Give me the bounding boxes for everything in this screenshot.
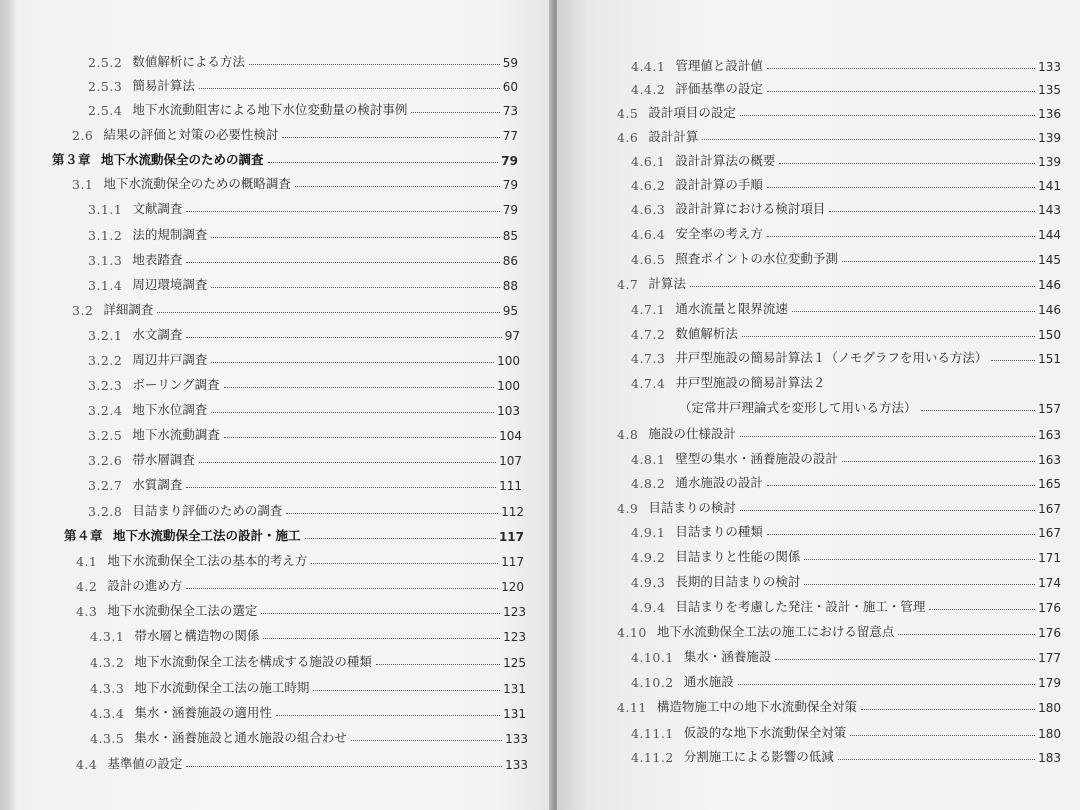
toc-leader-dots <box>838 759 1035 760</box>
toc-entry-title: 地下水位調査 <box>132 402 208 417</box>
toc-entry-number: 3.2.7 <box>88 478 123 493</box>
toc-leader-dots <box>742 336 1035 337</box>
toc-entry-number: 3.2.4 <box>88 403 123 418</box>
toc-entry <box>617 494 1061 516</box>
toc-entry <box>631 743 1061 765</box>
toc-entry <box>90 724 528 746</box>
toc-entry-title: 設計計算法の概要 <box>675 153 776 168</box>
toc-entry-page: 141 <box>1038 179 1061 193</box>
toc-entry-number: 4.6.4 <box>631 227 666 242</box>
toc-entry-number: 3.1.1 <box>88 202 123 217</box>
toc-leader-dots <box>376 664 500 665</box>
toc-entry <box>76 750 528 772</box>
toc-entry <box>88 96 518 118</box>
toc-leader-dots <box>224 387 495 388</box>
toc-entry <box>631 445 1061 467</box>
toc-entry-number: 4.3 <box>76 604 98 619</box>
toc-entry-number: 4.7.4 <box>631 376 666 391</box>
toc-entry-title: 集水・涵養施設 <box>683 649 772 664</box>
toc-entry-page: 180 <box>1038 727 1061 741</box>
toc-entry-number: 3.2.8 <box>88 504 123 519</box>
toc-entry <box>90 699 526 721</box>
toc-entry-title: 地下水流動保全工法の施工における留意点 <box>656 624 895 639</box>
toc-leader-dots <box>702 139 1035 140</box>
toc-entry <box>617 99 1061 121</box>
toc-entry-title: 地下水流動保全のための調査 <box>101 152 264 167</box>
toc-leader-dots <box>767 236 1035 237</box>
toc-entry-page: 97 <box>504 329 520 343</box>
toc-entry-title: 地下水流動保全のための概略調査 <box>103 176 291 191</box>
toc-leader-dots <box>991 360 1035 361</box>
toc-entry <box>88 446 522 468</box>
toc-leader-dots <box>898 634 1035 635</box>
toc-entry-number: 4.6.3 <box>631 202 666 217</box>
toc-entry-title: 地下水流動調査 <box>132 427 220 442</box>
toc-leader-dots <box>411 112 499 113</box>
toc-entry <box>90 674 526 696</box>
toc-leader-dots <box>276 715 500 716</box>
toc-leader-dots <box>157 312 499 313</box>
toc-entry-number: 2.5.4 <box>88 103 123 118</box>
toc-entry-title: 設計計算の手順 <box>675 177 763 192</box>
toc-entry-page: 139 <box>1038 131 1061 145</box>
toc-entry-number: 4.9.2 <box>631 550 666 565</box>
toc-entry-page: 85 <box>502 229 518 243</box>
toc-entry <box>617 693 1061 715</box>
toc-entry-number: 4.10.1 <box>631 650 674 665</box>
toc-entry-title: 設計項目の設定 <box>648 105 736 120</box>
toc-entry-page: 163 <box>1038 428 1061 442</box>
toc-entry-page: 176 <box>1038 626 1061 640</box>
toc-entry-title: 目詰まりの検討 <box>648 500 736 515</box>
toc-entry-page: 139 <box>1038 155 1061 169</box>
toc-entry-number: 4.9 <box>617 501 639 516</box>
toc-entry-title: 周辺環境調査 <box>132 277 208 292</box>
toc-entry <box>88 497 524 519</box>
toc-entry-title: 地下水流動保全工法の設計・施工 <box>113 528 301 543</box>
toc-entry <box>88 221 518 243</box>
toc-entry-number: 4.3.1 <box>90 629 125 644</box>
toc-leader-dots <box>224 437 496 438</box>
toc-entry <box>631 52 1061 74</box>
toc-entry-page: 150 <box>1038 328 1061 342</box>
toc-leader-dots <box>767 485 1035 486</box>
toc-entry-page: 100 <box>497 354 520 368</box>
toc-entry-page: 146 <box>1038 303 1061 317</box>
toc-entry-title: 文献調査 <box>132 201 183 216</box>
toc-entry <box>88 321 520 343</box>
toc-entry-page: 103 <box>497 404 520 418</box>
toc-entry <box>88 195 518 217</box>
toc-entry-title: 地下水流動阻害による地下水位変動量の検討事例 <box>132 102 408 117</box>
toc-entry-number: 4.3.2 <box>90 655 125 670</box>
toc-chapter-entry <box>64 522 524 544</box>
toc-leader-dots <box>829 211 1035 212</box>
toc-leader-dots <box>186 262 499 263</box>
toc-entry-page: 111 <box>499 479 522 493</box>
toc-entry-number: 4.8.1 <box>631 452 666 467</box>
toc-leader-dots <box>351 740 502 741</box>
toc-entry-title: 構造物施工中の地下水流動保全対策 <box>656 699 857 714</box>
toc-entry <box>631 518 1061 540</box>
toc-entry-page: 104 <box>499 429 522 443</box>
toc-leader-dots <box>249 64 500 65</box>
toc-entry-title: 井戸型施設の簡易計算法１（ノモグラフを用いる方法） <box>675 350 988 365</box>
toc-entry-title: 管理値と設計値 <box>675 58 763 73</box>
toc-entry <box>631 320 1061 342</box>
toc-entry-page: 179 <box>1038 676 1061 690</box>
toc-entry-number: 3.2.3 <box>88 378 123 393</box>
toc-entry-number: 3.2 <box>72 303 94 318</box>
toc-entry-number: 4.8.2 <box>631 476 666 491</box>
toc-entry-page: 167 <box>1038 502 1061 516</box>
toc-entry-number: 4.6.2 <box>631 178 666 193</box>
toc-entry-title: 集水・涵養施設の適用性 <box>134 705 272 720</box>
toc-entry-title: 分割施工による影響の低減 <box>683 749 834 764</box>
toc-entry-number: 4.7.3 <box>631 351 666 366</box>
toc-entry-number: 4.4 <box>76 757 98 772</box>
toc-entry-number: 2.6 <box>72 128 94 143</box>
toc-entry-title: 通水施設の設計 <box>675 475 763 490</box>
toc-entry-page: 120 <box>501 580 524 594</box>
toc-entry <box>617 618 1061 640</box>
toc-entry <box>90 648 526 670</box>
toc-entry-page: 174 <box>1038 576 1061 590</box>
toc-leader-dots <box>740 115 1035 116</box>
toc-leader-dots <box>690 286 1035 287</box>
toc-entry-page: 171 <box>1038 551 1061 565</box>
toc-leader-dots <box>286 513 498 514</box>
toc-entry-number: 4.8 <box>617 427 639 442</box>
toc-entry-number: 4.9.1 <box>631 525 666 540</box>
toc-entry-title: 簡易計算法 <box>132 78 195 93</box>
toc-leader-dots <box>767 534 1035 535</box>
toc-entry-title: 地下水流動保全工法の施工時期 <box>134 680 310 695</box>
toc-entry-title: 設計計算 <box>648 129 699 144</box>
toc-leader-dots <box>740 510 1035 511</box>
toc-entry <box>617 123 1061 145</box>
toc-entry-title: 評価基準の設定 <box>675 81 763 96</box>
toc-entry-title: 井戸型施設の簡易計算法２ <box>675 375 826 390</box>
toc-entry <box>88 396 520 418</box>
toc-entry-title: 地表踏査 <box>132 252 183 267</box>
toc-entry <box>631 568 1061 590</box>
toc-entry <box>631 469 1061 491</box>
toc-entry <box>76 597 526 619</box>
toc-entry-page: 167 <box>1038 526 1061 540</box>
toc-entry-title: 目詰まりと性能の関係 <box>675 549 801 564</box>
toc-entry-page: 133 <box>505 758 528 772</box>
toc-entry-number: 4.3.3 <box>90 681 125 696</box>
toc-entry-title: 通水流量と限界流速 <box>675 301 788 316</box>
toc-entry <box>631 220 1061 242</box>
toc-entry-title: 目詰まりを考慮した発注・設計・施工・管理 <box>675 599 926 614</box>
toc-entry-number: 3.2.2 <box>88 353 123 368</box>
toc-entry <box>631 543 1061 565</box>
toc-entry-page: 183 <box>1038 751 1061 765</box>
toc-entry-page: 145 <box>1038 253 1061 267</box>
toc-entry-title: 集水・涵養施設と通水施設の組合わせ <box>134 730 347 745</box>
toc-leader-dots <box>186 766 502 767</box>
toc-entry-page: 79 <box>502 203 518 217</box>
toc-entry-page: 143 <box>1038 203 1061 217</box>
toc-entry <box>76 572 524 594</box>
toc-entry-page: 77 <box>502 129 518 143</box>
toc-entry-number: 3.1 <box>72 177 94 192</box>
toc-entry-number: 4.9.3 <box>631 575 666 590</box>
toc-entry-number: 4.3.5 <box>90 731 125 746</box>
toc-entry-number: 第３章 <box>52 152 92 167</box>
toc-entry-page: 163 <box>1038 453 1061 467</box>
toc-entry <box>88 271 518 293</box>
toc-entry-number: 4.2 <box>76 579 98 594</box>
toc-leader-dots <box>311 563 498 564</box>
toc-entry-title: 長期的目詰まりの検討 <box>675 574 801 589</box>
toc-entry-number: 2.5.2 <box>88 55 123 70</box>
toc-entry-page: 144 <box>1038 228 1061 242</box>
toc-leader-dots <box>921 410 1036 411</box>
toc-leader-dots <box>850 735 1035 736</box>
toc-entry-number: 3.1.3 <box>88 253 123 268</box>
toc-entry-title: 仮設的な地下水流動保全対策 <box>683 725 847 740</box>
toc-entry <box>631 171 1061 193</box>
toc-entry-title: 水文調査 <box>132 327 183 342</box>
toc-entry-page: 133 <box>1038 60 1061 74</box>
toc-entry-title: 壁型の集水・涵養施設の設計 <box>675 451 838 466</box>
toc-entry-title: 通水施設 <box>683 674 734 689</box>
toc-leader-dots <box>263 638 500 639</box>
toc-entry <box>631 195 1061 217</box>
toc-entry-title: 帯水層と構造物の関係 <box>134 628 260 643</box>
toc-entry-title: 数値解析法 <box>675 326 738 341</box>
toc-entry <box>631 643 1061 665</box>
toc-leader-dots <box>186 337 501 338</box>
toc-entry <box>76 547 524 569</box>
toc-entry-title: 設計の進め方 <box>107 578 183 593</box>
toc-entry-number: 4.6.1 <box>631 154 666 169</box>
toc-entry-page: 95 <box>502 304 518 318</box>
toc-entry <box>88 421 522 443</box>
toc-entry-page: 112 <box>501 505 524 519</box>
toc-entry-title: 地下水流動保全工法を構成する施設の種類 <box>134 654 372 669</box>
toc-leader-dots <box>261 613 500 614</box>
toc-leader-dots <box>861 709 1035 710</box>
toc-entry-page: 86 <box>502 254 518 268</box>
toc-entry-number: 4.11.2 <box>631 750 674 765</box>
toc-entry-page: 123 <box>503 605 526 619</box>
toc-entry-page: 59 <box>502 56 518 70</box>
toc-entry-number: 4.6.5 <box>631 252 666 267</box>
toc-leader-dots <box>282 137 499 138</box>
toc-entry-number: 4.11 <box>617 700 647 715</box>
toc-leader-dots <box>804 584 1035 585</box>
toc-entry-page: 88 <box>502 279 518 293</box>
toc-entry-page: 107 <box>499 454 522 468</box>
toc-entry-number: 4.1 <box>76 554 98 569</box>
toc-entry <box>631 245 1061 267</box>
toc-leader-dots <box>792 311 1035 312</box>
toc-entry-page: 60 <box>502 80 518 94</box>
toc-leader-dots <box>738 684 1035 685</box>
toc-entry-page: 131 <box>503 682 526 696</box>
toc-leader-dots <box>199 462 496 463</box>
toc-entry-title: 設計計算における検討項目 <box>675 201 826 216</box>
toc-entry <box>631 147 1061 169</box>
toc-entry-page: 117 <box>501 555 524 569</box>
toc-entry <box>88 371 520 393</box>
toc-entry <box>88 48 518 70</box>
toc-leader-dots <box>186 211 499 212</box>
toc-entry <box>88 246 518 268</box>
toc-entry <box>72 170 518 192</box>
toc-entry-page: 177 <box>1038 651 1061 665</box>
toc-leader-dots <box>186 487 496 488</box>
right-page <box>557 0 1080 810</box>
toc-entry-number: 4.6 <box>617 130 639 145</box>
toc-entry-number: 4.11.1 <box>631 726 674 741</box>
toc-entry-page: 131 <box>503 707 526 721</box>
toc-leader-dots <box>199 88 500 89</box>
toc-entry-title: 地下水流動保全工法の選定 <box>107 603 258 618</box>
toc-entry-title: 帯水層調査 <box>132 452 195 467</box>
toc-leader-dots <box>779 163 1035 164</box>
toc-entry-page: 136 <box>1038 107 1061 121</box>
toc-entry-page: 133 <box>505 732 528 746</box>
toc-entry <box>631 593 1061 615</box>
toc-entry-number: 3.2.5 <box>88 428 123 443</box>
toc-entry-number: 第４章 <box>64 528 104 543</box>
toc-leader-dots <box>211 237 499 238</box>
toc-entry-page: 73 <box>502 104 518 118</box>
toc-leader-dots <box>211 412 494 413</box>
toc-entry-title: 基準値の設定 <box>107 756 183 771</box>
toc-leader-dots <box>767 91 1035 92</box>
toc-leader-dots <box>767 68 1035 69</box>
toc-entry-title: 計算法 <box>648 276 686 291</box>
toc-entry <box>631 344 1061 366</box>
toc-entry <box>88 471 522 493</box>
toc-leader-dots <box>313 690 500 691</box>
toc-leader-dots <box>186 588 498 589</box>
toc-leader-dots <box>767 187 1035 188</box>
toc-entry-page: 117 <box>498 530 524 544</box>
toc-leader-dots <box>211 362 494 363</box>
toc-entry <box>90 622 526 644</box>
toc-entry-page: 151 <box>1038 352 1061 366</box>
toc-entry-title: ボーリング調査 <box>132 377 220 392</box>
toc-entry-number: 4.4.1 <box>631 59 666 74</box>
toc-entry-title: 法的規制調査 <box>132 227 208 242</box>
toc-entry-number: 4.4.2 <box>631 82 666 97</box>
toc-entry-title: 周辺井戸調査 <box>132 352 208 367</box>
toc-leader-dots <box>305 538 496 539</box>
toc-entry-title: 安全率の考え方 <box>675 226 763 241</box>
toc-leader-dots <box>842 261 1035 262</box>
toc-entry-page: 135 <box>1038 83 1061 97</box>
toc-chapter-entry <box>52 146 518 168</box>
toc-entry <box>679 394 1061 416</box>
toc-leader-dots <box>268 162 499 163</box>
toc-entry-page: 125 <box>503 656 526 670</box>
toc-entry-page: 79 <box>501 154 518 168</box>
toc-entry-page: 157 <box>1038 402 1061 416</box>
toc-entry-number: 4.10 <box>617 625 647 640</box>
page-edge-shadow <box>0 0 18 810</box>
toc-entry-title: 照査ポイントの水位変動予測 <box>675 251 838 266</box>
toc-entry-title: 結果の評価と対策の必要性検討 <box>103 127 279 142</box>
toc-entry-title: 地下水流動保全工法の基本的考え方 <box>107 553 308 568</box>
toc-entry-title: 詳細調査 <box>103 302 154 317</box>
toc-entry-title: 目詰まりの種類 <box>675 524 763 539</box>
toc-leader-dots <box>804 559 1035 560</box>
toc-entry <box>617 270 1061 292</box>
toc-entry-title: 数値解析による方法 <box>132 54 245 69</box>
toc-entry-number: 3.1.2 <box>88 228 123 243</box>
toc-entry <box>72 296 518 318</box>
toc-entry-page: 79 <box>502 178 518 192</box>
toc-entry-number: 3.1.4 <box>88 278 123 293</box>
toc-entry <box>88 72 518 94</box>
toc-leader-dots <box>842 461 1035 462</box>
toc-entry-page: 146 <box>1038 278 1061 292</box>
toc-leader-dots <box>929 609 1035 610</box>
toc-entry-title: 施設の仕様設計 <box>648 426 736 441</box>
toc-entry-number: 4.10.2 <box>631 675 674 690</box>
toc-entry <box>617 420 1061 442</box>
toc-entry-title: 目詰まり評価のための調査 <box>132 503 283 518</box>
toc-entry-number: 4.5 <box>617 106 639 121</box>
toc-entry-page: 100 <box>497 379 520 393</box>
toc-entry-page: 176 <box>1038 601 1061 615</box>
toc-entry <box>631 369 1061 391</box>
toc-entry-number: 4.7.2 <box>631 327 666 342</box>
toc-entry <box>631 295 1061 317</box>
toc-entry-title: （定常井戸理論式を変形して用いる方法） <box>679 400 917 415</box>
toc-entry-number: 4.7.1 <box>631 302 666 317</box>
toc-entry <box>72 121 518 143</box>
toc-entry-number: 2.5.3 <box>88 79 123 94</box>
toc-entry-page: 180 <box>1038 701 1061 715</box>
toc-entry-number: 3.2.6 <box>88 453 123 468</box>
toc-entry-number: 4.9.4 <box>631 600 666 615</box>
toc-leader-dots <box>775 659 1035 660</box>
toc-entry-page: 123 <box>503 630 526 644</box>
toc-leader-dots <box>295 186 500 187</box>
toc-entry-number: 4.7 <box>617 277 639 292</box>
toc-entry-number: 3.2.1 <box>88 328 123 343</box>
toc-entry <box>88 346 520 368</box>
toc-leader-dots <box>740 436 1035 437</box>
toc-leader-dots <box>211 287 499 288</box>
toc-entry <box>631 719 1061 741</box>
toc-entry-page: 165 <box>1038 477 1061 491</box>
toc-entry <box>631 668 1061 690</box>
toc-entry-title: 水質調査 <box>132 477 183 492</box>
toc-entry <box>631 75 1061 97</box>
toc-entry-number: 4.3.4 <box>90 706 125 721</box>
